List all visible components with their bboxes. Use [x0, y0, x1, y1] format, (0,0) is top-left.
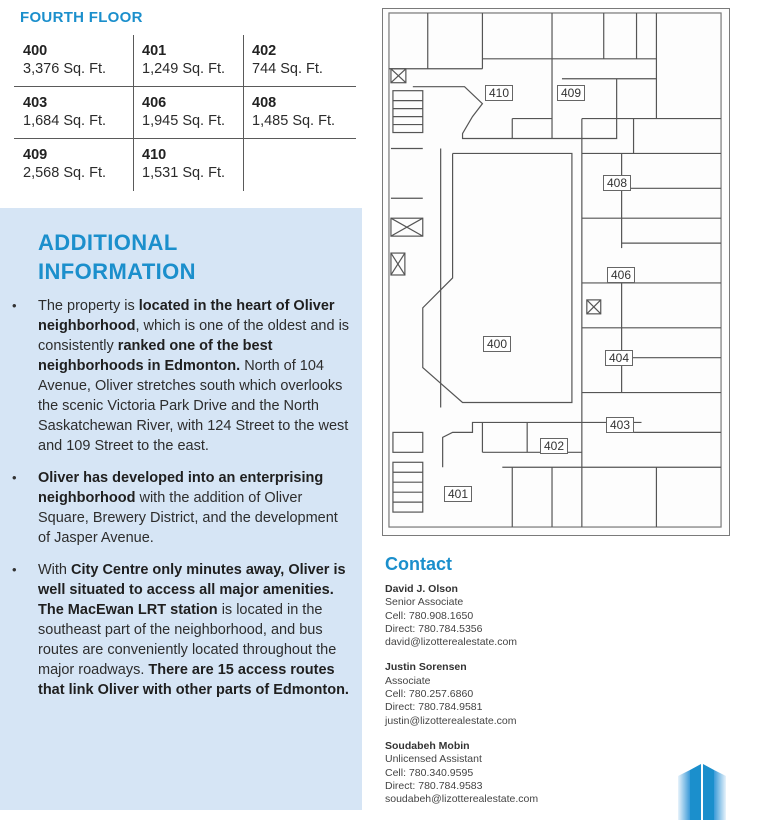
contact-direct: Direct: 780.784.9583 [385, 779, 483, 792]
suite-cell-406 [134, 87, 244, 139]
suite-cell-403 [14, 87, 134, 139]
room-label-406: 406 [607, 267, 635, 283]
suite-cell-410 [134, 139, 244, 191]
suite-area: 1,249 Sq. Ft. [142, 61, 226, 77]
room-label-401: 401 [444, 486, 472, 502]
suite-table [14, 35, 356, 191]
room-label-408: 408 [603, 175, 631, 191]
suite-area: 2,568 Sq. Ft. [23, 165, 107, 181]
suite-number: 406 [142, 95, 167, 111]
info-bullet-transit: • With City Centre only minutes away, Oliver is well situated to access all major amenities. The MacEwan LRT station is located in the southeast part of the neighborhood, and bus routes are conveniently located throughout the major roadways. There are 15 access routes that link Oliver with other parts of Edmonton. [12, 560, 352, 700]
info-bullet-list [12, 296, 352, 712]
contact-email[interactable]: justin@lizotterealestate.com [385, 714, 517, 727]
contact-role: Unlicensed Assistant [385, 753, 482, 766]
suite-cell-402 [244, 35, 356, 87]
room-label-404: 404 [605, 350, 633, 366]
contact-email[interactable]: david@lizotterealestate.com [385, 636, 518, 649]
suite-cell-400 [14, 35, 134, 87]
contact-card [385, 583, 645, 649]
info-bullet-location: • The property is located in the heart of Oliver neighborhood, which is one of the oldest and is consistently ranked one of the best neighborhoods in Edmonton. North of 104 Avenue, Oliver stretches south which overlooks the scenic Victoria Park Drive and the North Saskatchewan River, with 124 Street to the west and 109 Street to the east. [12, 296, 352, 456]
suite-cell-409 [14, 139, 134, 191]
contact-cell: Cell: 780.340.9595 [385, 766, 474, 779]
suite-number: 402 [252, 43, 277, 59]
contact-direct: Direct: 780.784.5356 [385, 622, 483, 635]
room-label-409: 409 [557, 85, 585, 101]
contact-card [385, 740, 645, 806]
additional-info-panel [0, 208, 362, 810]
room-label-403: 403 [606, 417, 634, 433]
contact-title: Contact [385, 554, 452, 574]
contact-name: Justin Sorensen [385, 661, 467, 674]
contact-cell: Cell: 780.908.1650 [385, 609, 474, 622]
floor-title: FOURTH FLOOR [20, 9, 143, 26]
contact-name: David J. Olson [385, 583, 458, 595]
contact-email[interactable]: soudabeh@lizotterealestate.com [385, 793, 539, 806]
contact-list [385, 583, 645, 818]
contact-role: Senior Associate [385, 596, 464, 609]
floor-plan [382, 8, 730, 536]
suite-cell-401 [134, 35, 244, 87]
suite-area: 1,485 Sq. Ft. [252, 113, 336, 129]
contact-role: Associate [385, 674, 431, 687]
room-label-410: 410 [485, 85, 513, 101]
suite-cell-408 [244, 87, 356, 139]
suite-number: 408 [252, 95, 277, 111]
contact-cell: Cell: 780.257.6860 [385, 688, 474, 701]
suite-number: 400 [23, 43, 48, 59]
additional-info-title: ADDITIONAL INFORMATION [38, 230, 196, 284]
suite-cell-empty [244, 139, 356, 191]
room-label-402: 402 [540, 438, 568, 454]
floor-plan-drawing [383, 9, 729, 535]
info-bullet-development: • Oliver has developed into an enterprising neighborhood with the addition of Oliver Square, Brewery District, and the development of Jasper Avenue. [12, 468, 352, 548]
contact-card [385, 661, 645, 727]
building-logo-icon [676, 762, 728, 820]
suite-number: 410 [142, 147, 167, 163]
suite-area: 744 Sq. Ft. [252, 61, 323, 77]
contact-direct: Direct: 780.784.9581 [385, 701, 483, 714]
suite-area: 1,945 Sq. Ft. [142, 113, 226, 129]
room-label-400: 400 [483, 336, 511, 352]
suite-area: 1,684 Sq. Ft. [23, 113, 107, 129]
suite-area: 3,376 Sq. Ft. [23, 61, 107, 77]
suite-number: 401 [142, 43, 167, 59]
suite-number: 403 [23, 95, 48, 111]
contact-name: Soudabeh Mobin [385, 739, 470, 752]
suite-area: 1,531 Sq. Ft. [142, 165, 226, 181]
suite-number: 409 [23, 147, 48, 163]
